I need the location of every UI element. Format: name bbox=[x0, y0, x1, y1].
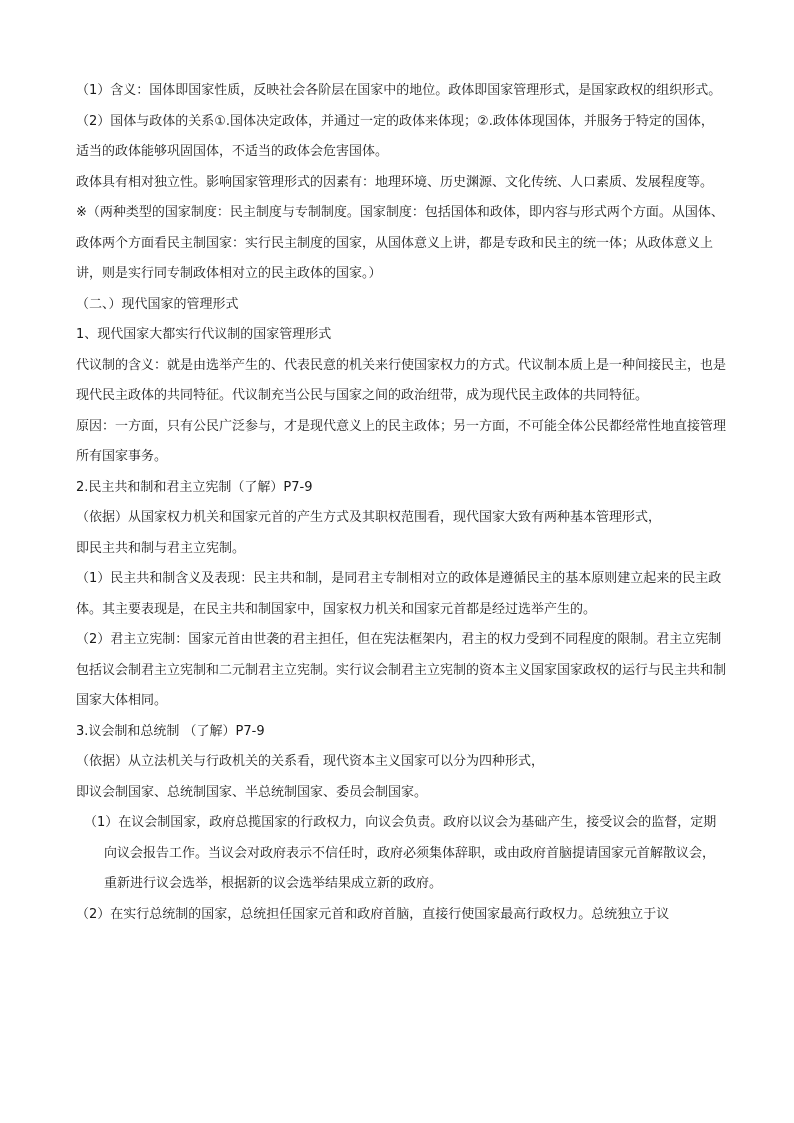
paragraph-reason: 原因：一方面，只有公民广泛参与，才是现代意义上的民主政体；另一方面，不可能全体公民都经常性地直接管理所有国家事务。 bbox=[76, 418, 727, 464]
paragraph-relationship: （2）国体与政体的关系①.国体决定政体，并通过一定的政体来体现；②.政体体现国体，并服务于特定的国体，适当的政体能够巩固国体，不适当的政体会危害国体。 bbox=[76, 113, 714, 159]
subheading-representative-system: 1、现代国家大都实行代议制的国家管理形式 bbox=[76, 327, 332, 342]
subheading-parliamentary-presidential: 3.议会制和总统制 （了解）P7-9 bbox=[76, 723, 265, 739]
paragraph-basis-1-cont: 即民主共和制与君主立宪制。 bbox=[76, 540, 246, 556]
paragraph-representative-meaning: 代议制的含义：就是由选举产生的、代表民意的机关来行使国家权力的方式。代议制本质上是一种间接民主，也是现代民主政体的共同特征。代议制充当公民与国家之间的政治纽带，成为现代民主政体的共同特征。 bbox=[76, 357, 727, 403]
subheading-republic-monarchy: 2.民主共和制和君主立宪制（了解）P7-9 bbox=[76, 479, 313, 495]
paragraph-note: ※（两种类型的国家制度：民主制度与专制制度。国家制度：包括国体和政体，即内容与形式两个方面。从国体、政体两个方面看民主制国家：实行民主制度的国家，从国体意义上讲，都是专政和民主的统一体；从政体意义上讲，则是实行同专制政体相对立的民主政体的国家。） bbox=[76, 205, 724, 281]
paragraph-parliamentary: （1）在议会制国家，政府总揽国家的行政权力，向议会负责。政府以议会为基础产生，接受议会的监督，定期向议会报告工作。当议会对政府表示不信任时，政府必须集体辞职，或由政府首脑提请国家元首解散议会，重新进行议会选举，根据新的议会选举结果成立新的政府。 bbox=[84, 815, 717, 891]
paragraph-definition: （1）含义：国体即国家性质，反映社会各阶层在国家中的地位。政体即国家管理形式，是国家政权的组织形式。 bbox=[76, 83, 722, 98]
paragraph-basis-2: （依据）从立法机关与行政机关的关系看，现代资本主义国家可以分为四种形式， bbox=[76, 754, 545, 769]
paragraph-presidential: （2）在实行总统制的国家，总统担任国家元首和政府首脑，直接行使国家最高行政权力。总统独立于议 bbox=[76, 906, 670, 922]
paragraph-basis-1: （依据）从国家权力机关和国家元首的产生方式及其职权范围看，现代国家大致有两种基本管理形式， bbox=[76, 510, 662, 525]
section-heading-modern-forms: （二、）现代国家的管理形式 bbox=[76, 296, 239, 312]
paragraph-constitutional-monarchy: （2）君主立宪制：国家元首由世袭的君主担任，但在宪法框架内，君主的权力受到不同程度的限制。君主立宪制包括议会制君主立宪制和二元制君主立宪制。实行议会制君主立宪制的资本主义国家国家政权的运行与民主共和制国家大体相同。 bbox=[76, 632, 727, 708]
paragraph-republic: （1）民主共和制含义及表现：民主共和制，是同君主专制相对立的政体是遵循民主的基本原则建立起来的民主政体。其主要表现是，在民主共和制国家中，国家权力机关和国家元首都是经过选举产生的。 bbox=[76, 571, 722, 617]
paragraph-basis-2-cont: 即议会制国家、总统制国家、半总统制国家、委员会制国家。 bbox=[76, 784, 428, 800]
document-body bbox=[76, 76, 726, 930]
paragraph-independence: 政体具有相对独立性。影响国家管理形式的因素有：地理环境、历史渊源、文化传统、人口素质、发展程度等。 bbox=[76, 174, 714, 190]
